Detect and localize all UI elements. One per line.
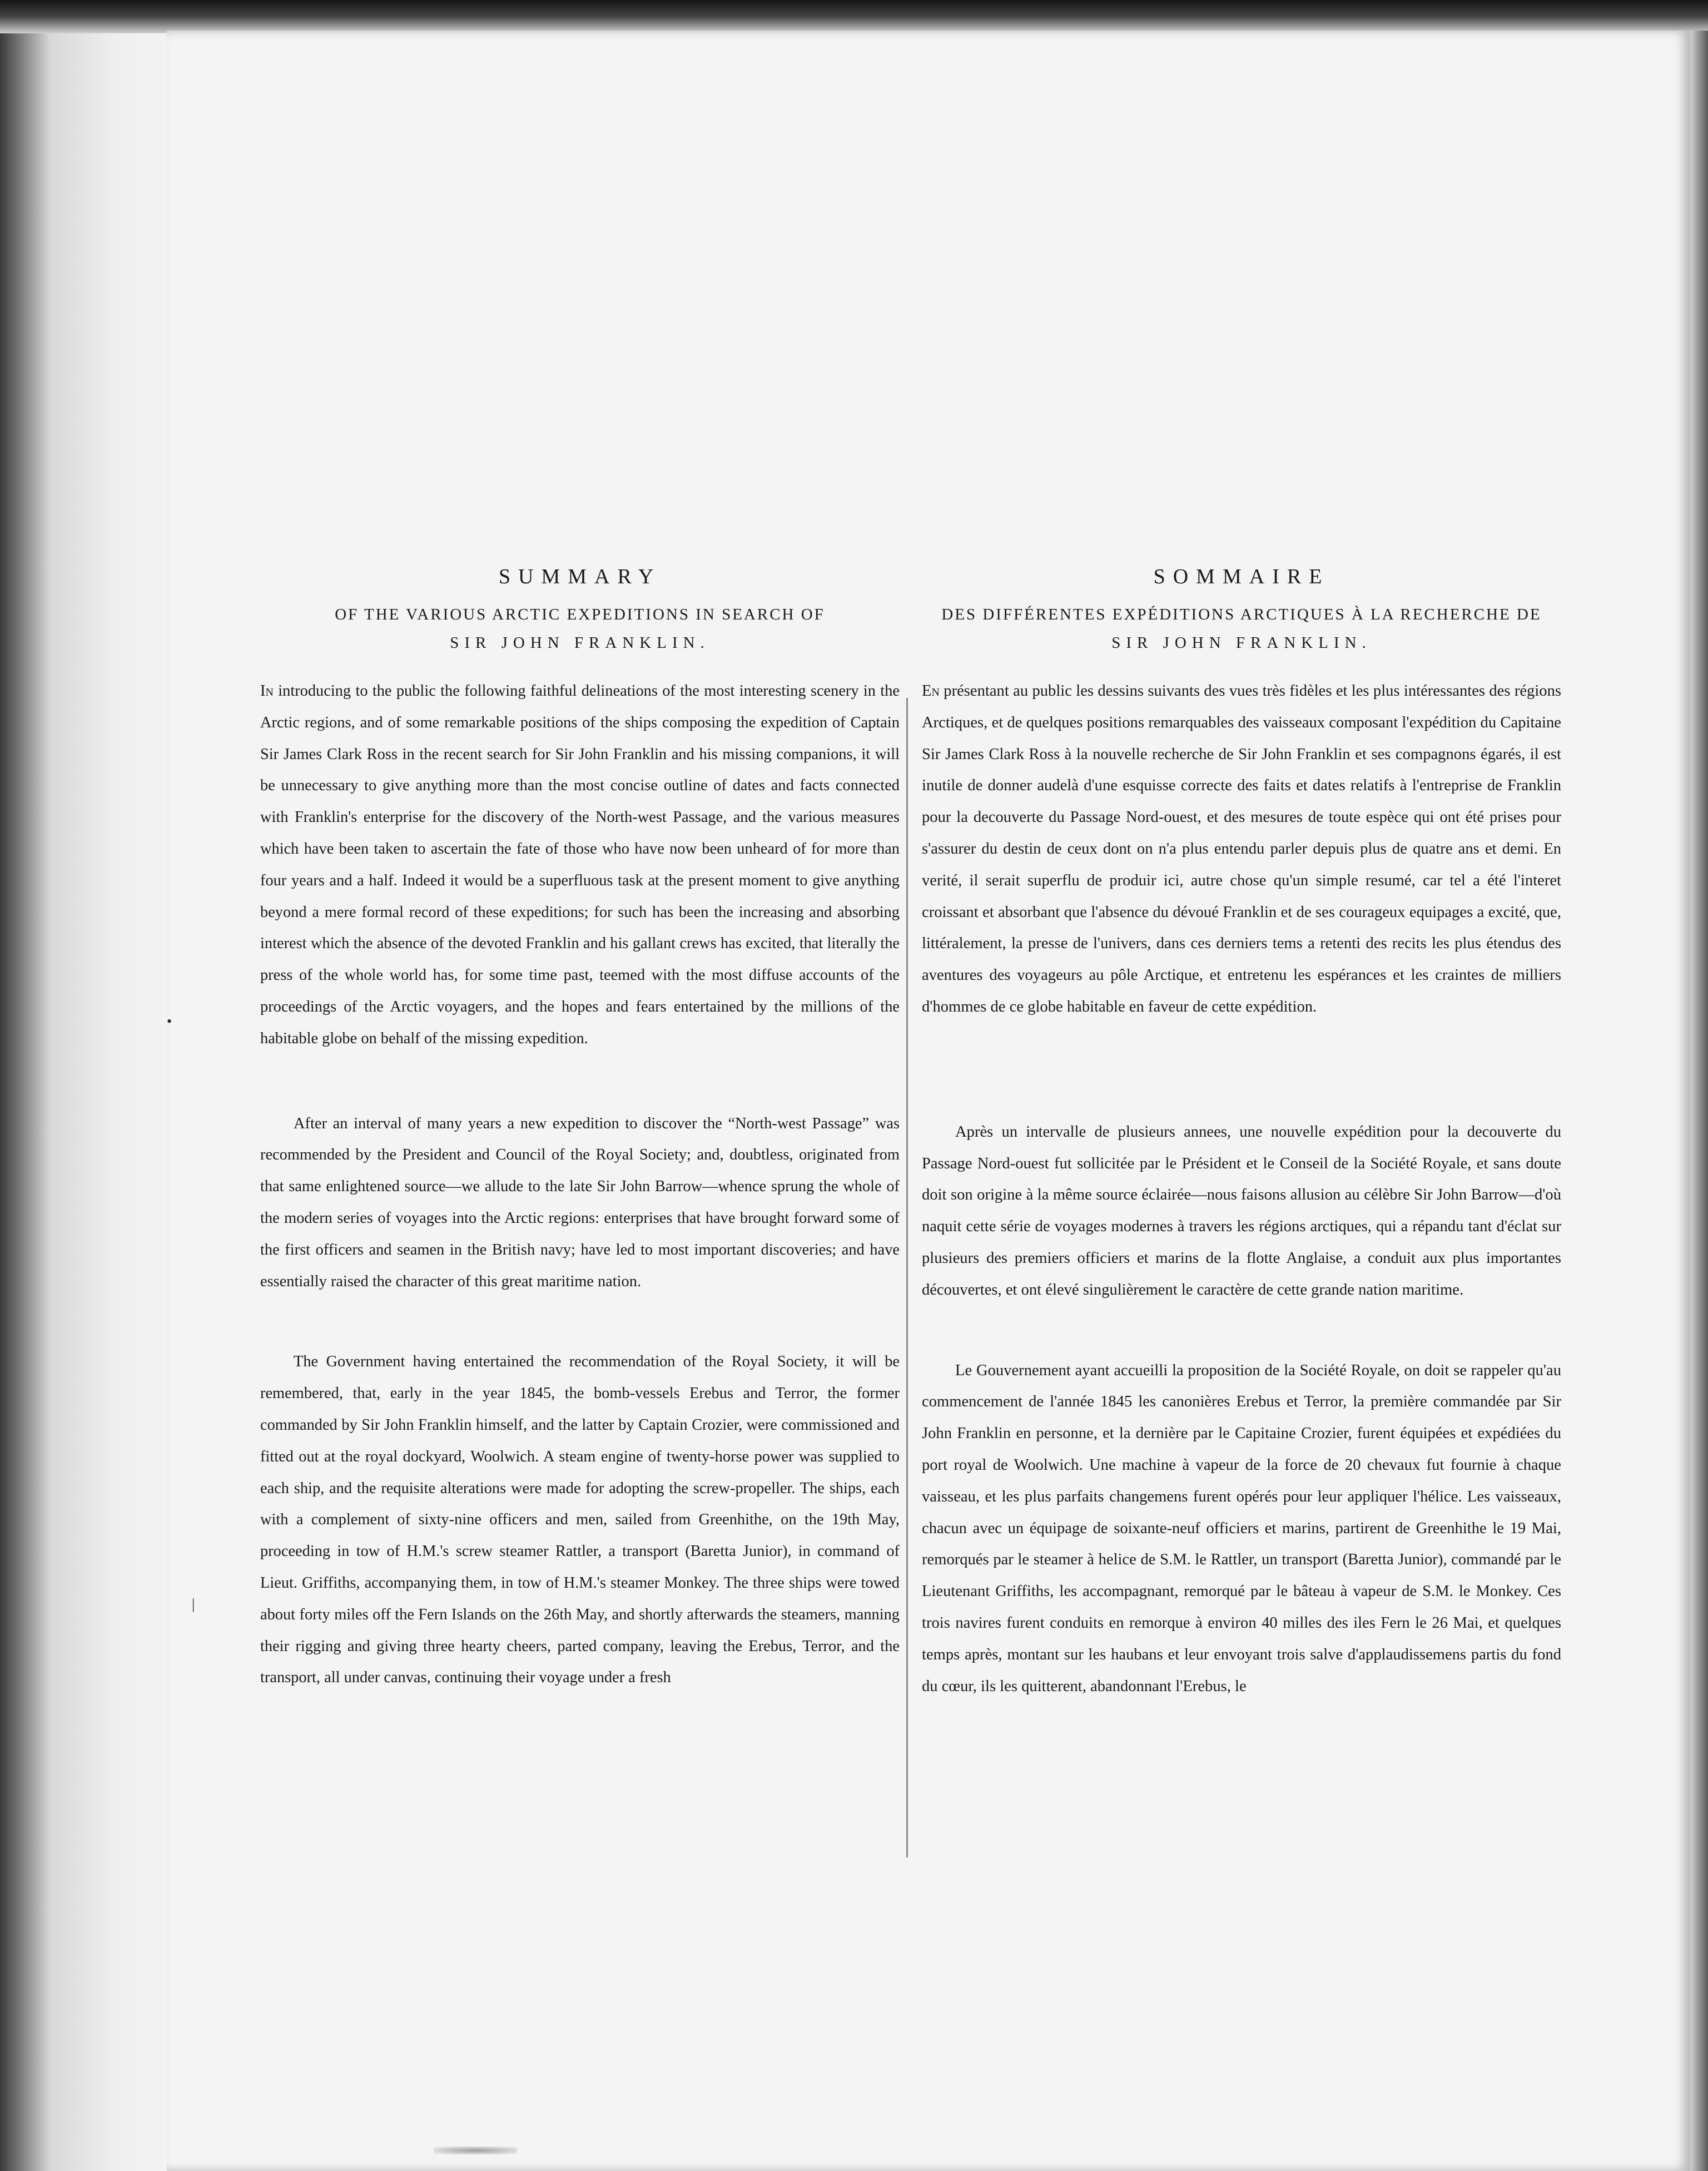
french-paragraph-1-text: présentant au public les dessins suivants des vues très fidèles et les plus intéressantes des régions Arctiques, et de quelques positions remarquables des vaisseaux composant l'expédition du Capitaine Sir James Clark Ross à la nouvelle recherche de Sir John Franklin et ses compagnons égarés, il est inutile de donner audelà d'une esquisse correcte des faits et dates relatifs à l'entreprise de Franklin pour la decouverte du Passage Nord-ouest, et des mesures de toute espèce qui ont été prises pour s'assurer du destin de ceux dont on n'a plus entendu parler depuis plus de quatre ans et demi. En verité, il serait superflu de produir ici, autre chose qu'un simple resumé, car tel a été l'interet croissant et absorbant que l'absence du dévoué Franklin et de ses courageux equipages a excité, que, littéralement, la presse de l'univers, dans ces derniers tems a retenti des recits les plus étendus des aventures des voyageurs au pôle Arctique, et entretenu les espérances et les craintes de milliers d'hommes de ce globe habitable en faveur de cette expédition. bbox=[922, 682, 1561, 1015]
french-paragraph-1-lead: En bbox=[922, 682, 940, 700]
margin-speck: | bbox=[192, 1596, 195, 1612]
french-paragraph-2: Après un intervalle de plusieurs annees, une nouvelle expédition pour la decouverte du Passage Nord-ouest fut sollicitée par le Président et le Conseil de la Société Royale, et sans doute doit son origine à la même source éclairée—nous faisons allusion au célèbre Sir John Barrow—d'où naquit cette série de voyages modernes à travers les régions arctiques, qui a répandu tant d'éclat sur plusieurs des premiers officiers et marins de la flotte Anglaise, a conduit aux plus importantes découvertes, et ont élevé singulièrement le caractère de cette grande nation maritime. bbox=[922, 1123, 1561, 1298]
french-title: SOMMAIRE bbox=[1153, 565, 1330, 588]
paragraph-gap bbox=[260, 1055, 900, 1108]
paragraph-gap bbox=[922, 1023, 1561, 1117]
scan-top-edge bbox=[0, 0, 1708, 33]
french-subtitle: DES DIFFÉRENTES EXPÉDITIONS ARCTIQUES À LA RECHERCHE DE bbox=[941, 606, 1542, 623]
scan-book-gutter bbox=[0, 0, 167, 2171]
english-paragraph-1 bbox=[260, 676, 900, 1055]
column-divider bbox=[906, 698, 908, 1857]
english-paragraph-1-text: introducing to the public the following faithful delineations of the most interesting scenery in the Arctic regions, and of some remarkable positions of the ships composing the expedition of Captain Sir James Clark Ross in the recent search for Sir John Franklin and his missing companions, it will be unnecessary to give anything more than the most concise outline of dates and facts connected with Franklin's enterprise for the discovery of the North-west Passage, and the various measures which have been taken to ascertain the fate of those who have now been unheard of for more than four years and a half. Indeed it would be a superfluous task at the present moment to give anything beyond a mere formal record of these expeditions; for such has been the increasing and absorbing interest which the absence of the devoted Franklin and his gallant crews has excited, that literally the press of the whole world has, for some time past, teemed with the most diffuse accounts of the proceedings of the Arctic voyagers, and the hopes and fears entertained by the millions of the habitable globe on behalf of the missing expedition. bbox=[260, 682, 900, 1047]
english-paragraph-1-lead: In bbox=[260, 682, 274, 700]
page-edge-shadow bbox=[1690, 31, 1708, 2171]
english-name-heading: SIR JOHN FRANKLIN. bbox=[450, 634, 710, 652]
french-paragraph-1 bbox=[922, 676, 1561, 1023]
paragraph-gap bbox=[922, 1306, 1561, 1355]
english-paragraph-2: After an interval of many years a new expedition to discover the “North-west Passage” was recommended by the President and Council of the Royal Society; and, doubtless, originated from that same enlightened source—we allude to the late Sir John Barrow—whence sprung the whole of the modern series of voyages into the Arctic regions: enterprises that have brought forward some of the first officers and seamen in the British navy; have led to most important discoveries; and have essentially raised the character of this great maritime nation. bbox=[260, 1114, 900, 1290]
margin-speck: • bbox=[167, 1013, 172, 1029]
english-paragraph-3: The Government having entertained the recommendation of the Royal Society, it will be remembered, that, early in the year 1845, the bomb-vessels Erebus and Terror, the former commanded by Sir John Franklin himself, and the latter by Captain Crozier, were commissioned and fitted out at the royal dockyard, Woolwich. A steam engine of twenty-horse power was supplied to each ship, and the requisite alterations were made for adopting the screw-propeller. The ships, each with a complement of sixty-nine officers and men, sailed from Greenhithe, on the 19th May, proceeding in tow of H.M.'s screw steamer Rattler, a transport (Baretta Junior), in command of Lieut. Griffiths, accompanying them, in tow of H.M.'s steamer Monkey. The three ships were towed about forty miles off the Fern Islands on the 26th May, and shortly afterwards the steamers, manning their rigging and giving three hearty cheers, parted company, leaving the Erebus, Terror, and the transport, all under canvas, continuing their voyage under a fresh bbox=[260, 1353, 900, 1687]
french-name-heading: SIR JOHN FRANKLIN. bbox=[1111, 634, 1372, 652]
scan-smudge bbox=[434, 2147, 517, 2154]
french-column bbox=[922, 564, 1561, 1702]
french-paragraph-3: Le Gouvernement ayant accueilli la proposition de la Société Royale, on doit se rappeler qu'au commencement de l'année 1845 les canonières Erebus et Terror, la première commandée par Sir John Franklin en personne, et la dernière par le Capitaine Crozier, furent équipées et expédiées du port royal de Woolwich. Une machine à vapeur de la force de 20 chevaux fut fournie à chaque vaisseau, et les plus parfaits changemens furent opérés pour leur appliquer l'hélice. Les vaisseaux, chacun avec un équipage de soixante-neuf officiers et marins, partirent de Greenhithe le 19 Mai, remorqués par le steamer à helice de S.M. le Rattler, un transport (Baretta Junior), commandé par le Lieutenant Griffiths, les accompagnant, remorqué par le bâteau à vapeur de S.M. le Monkey. Ces trois navires furent conduits en remorque à environ 40 milles des iles Fern le 26 Mai, et quelques temps après, montant sur les haubans et leur envoyant trois salve d'applaudissemens partis du fond du cœur, ils les quitterent, abandonnant l'Erebus, le bbox=[922, 1361, 1561, 1695]
english-column bbox=[260, 564, 900, 1694]
english-title: SUMMARY bbox=[498, 565, 662, 588]
paragraph-gap bbox=[260, 1297, 900, 1346]
english-subtitle: OF THE VARIOUS ARCTIC EXPEDITIONS IN SEARCH OF bbox=[335, 606, 825, 623]
